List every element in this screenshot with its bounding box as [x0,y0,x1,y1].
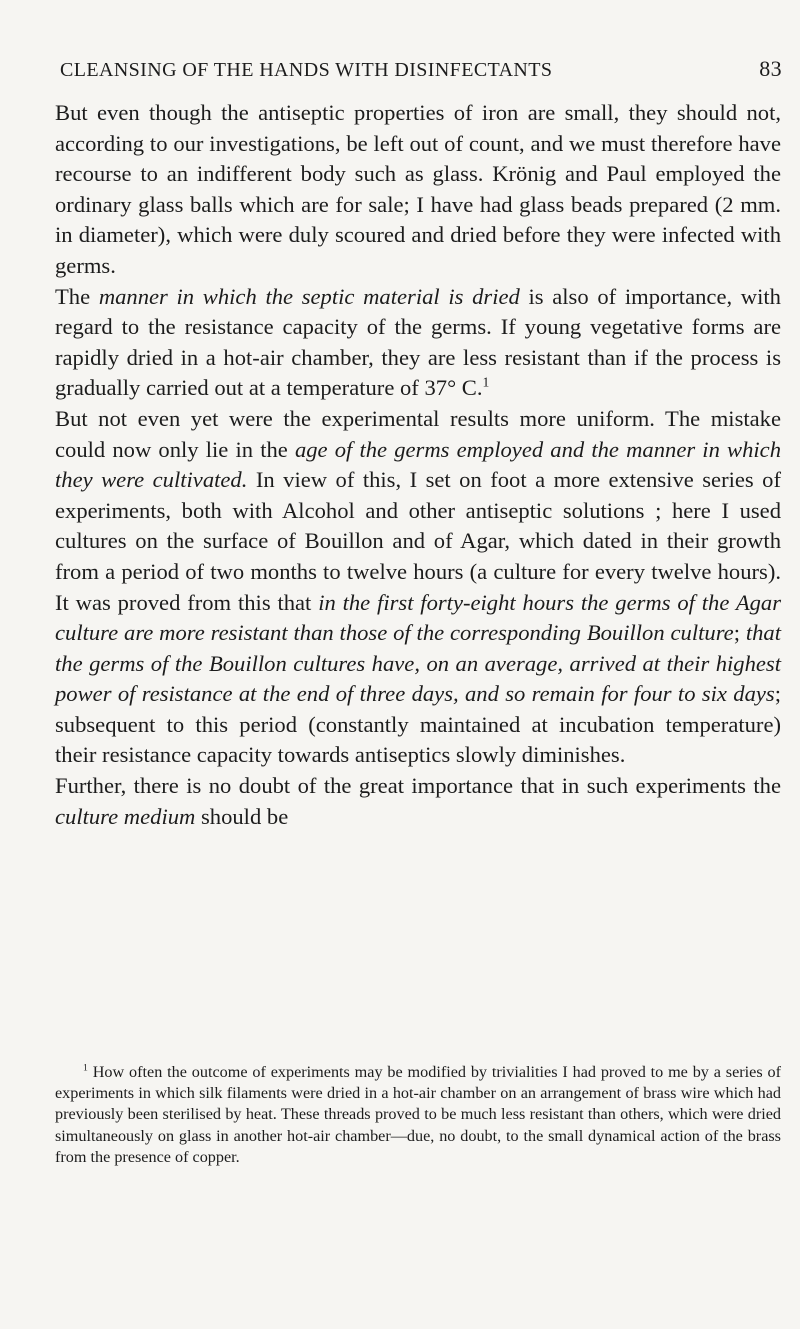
paragraph-4 [55,771,781,832]
paragraph-3 [55,404,781,771]
paragraph-1-text: But even though the antiseptic properties of iron are small, they should not, according to our investigations, be left out of count, and we must therefore have recourse to an indifferent body such as glass. Krönig and Paul employed the ordinary glass balls which are for sale; I have had glass beads prepared (2 mm. in diameter), which were duly scoured and dried before they were infected with germs. [55,100,781,278]
footnote-reference: 1 [482,374,490,390]
paragraph-2-italic: manner in which the septic material is dried [98,283,520,309]
paragraph-3-sep: ; [733,620,746,646]
footnote-text: How often the outcome of experiments may be modified by trivialities I had proved to me by a series of experiments in which silk filaments were dried in a hot-air chamber on an arrangement of brass wire which had previously been sterilised by heat. These threads proved to be much less resistant than others, which were dried simultaneously on glass in another hot-air chamber—due, no doubt, to the small dynamical action of the brass from the presence of copper. [55,1063,781,1166]
running-title: CLEANSING OF THE HANDS WITH DISINFECTANTS [60,59,553,81]
paragraph-4-end: should be [195,803,289,829]
paragraph-3-italic-3: that the germs of the Bouillon cultures have, on an average, arrived at their highest power of resistance at the end of three days, and so remain for four to six days [55,620,781,707]
footnote [55,1062,781,1168]
footnote-paragraph [55,1062,781,1168]
paragraph-2 [55,282,781,404]
paragraph-2-end: is also of importance, with regard to the resistance capacity of the germs. If young vegetative forms are rapidly dried in a hot-air chamber, they are less resistant than if the process is gradually carried out at a temperature of 37° C. [55,283,781,401]
paragraph-3-italic: age of the germs employed and the manner in which they were cultivated. [55,436,781,493]
page-number: 83 [759,56,782,81]
running-header [60,56,782,82]
paragraph-4-start: Further, there is no doubt of the great importance that in such experiments the [55,773,781,799]
paragraph-2-start: The [55,283,99,309]
paragraph-3-end: ; subsequent to this period (constantly maintained at incubation temperature) their resistance capacity towards antiseptics slowly diminishes. [55,681,781,768]
paragraph-3-mid: In view of this, I set on foot a more extensive series of experiments, both with Alcohol and other antiseptic solutions ; here I used cultures on the surface of Bouillon and of Agar, which dated in their growth from a period of two months to twelve hours (a culture for every twelve hours). It was proved from this that [55,467,781,615]
paragraph-4-italic: culture medium [55,803,196,829]
body-text [55,98,781,832]
paragraph-3-italic-2: in the first forty-eight hours the germs of the Agar culture are more resistant than those of the corresponding Bouillon culture [55,589,782,646]
paragraph-1 [55,98,781,282]
paragraph-3-start: But not even yet were the experimental results more uniform. The mistake could now only lie in the [55,405,781,462]
footnote-mark: 1 [83,1062,88,1074]
